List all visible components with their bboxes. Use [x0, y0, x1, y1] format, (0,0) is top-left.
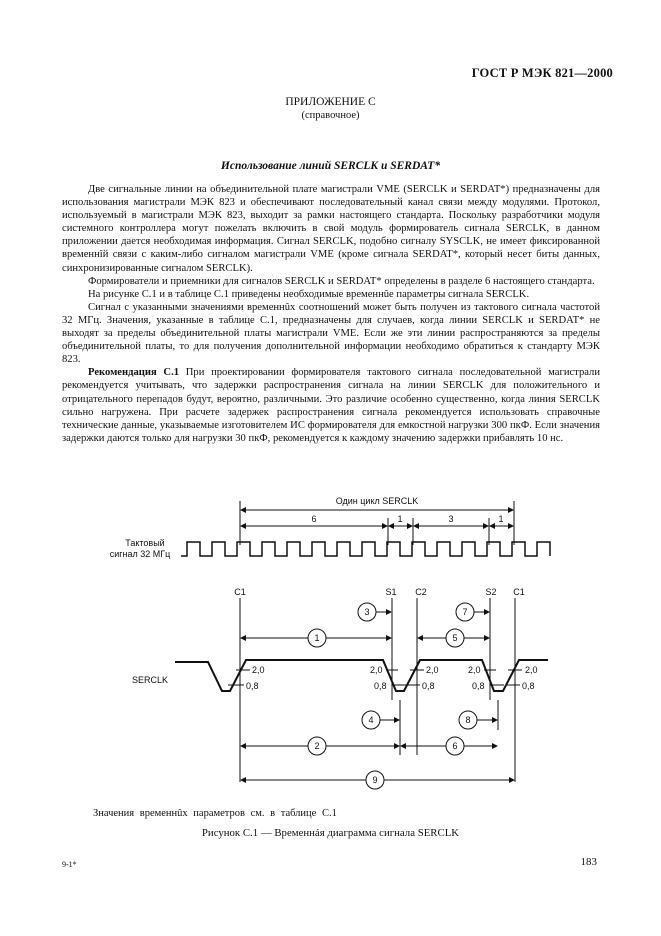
paragraph-1: Две сигнальные линии на объединительной плате магистрали VME (SERCLK и SERDAT*) предназначены для использования магистрали МЭК 823 и обеспечивают последовательный канал связи между модулями. Протокол, используемый в магистрали МЭК 823, выходит за рамки настоящего стандарта. Поскольку разработчики модуля системного контроллера могут пожелать включить в свой модуль формирователь сигнала SERCLK, в данном приложении дается необходимая информация. Сигнал SERCLK, подобно сигналу SYSCLK, не имеет фиксированной временнîй связи с каким-либо сигналом магистрали VME (кроме сигнала SERDAT*, который несет биты данных, синхронизированные сигналом SERCLK).	[62, 184, 600, 274]
circle-label-1: 1	[314, 633, 320, 643]
paragraph-3: На рисунке С.1 и в таблице С.1 приведены необходимые временнûе параметры сигнала SERCLK.	[88, 288, 530, 300]
circle-label-3: 3	[364, 607, 370, 617]
circle-label-7: 7	[462, 607, 468, 617]
segment-label-3: 3	[448, 514, 454, 524]
marker-s2: S2	[485, 587, 497, 597]
segment-label-1b: 1	[498, 514, 504, 524]
serclk-waveform	[175, 660, 548, 691]
recommendation-text: При проектировании формирователя тактового сигнала последовательной магистрали рекомендуется учитывать, что задержки распространения сигнала на линии SERCLK для положительного и отрицательного перепадов будут, вероятно, различными. Это различие особенно существенно, когда линия SERCLK сильно нагружена. При расчете задержек распространения сигнала рекомендуется использовать справочные технические данные, указываемые изготовителем ИС формирователя для емкостной нагрузки 300 пкФ. Если значения задержки даются только для нагрузки 30 пкФ, рекомендуется к каждому значению задержки прибавлять 10 нс.	[62, 367, 600, 444]
appendix-heading	[0, 96, 661, 122]
hi-label-1: 2,0	[252, 665, 265, 675]
figure-caption: Рисунок С.1 — Временнáя диаграмма сигнала SERCLK	[201, 827, 460, 839]
circle-label-2: 2	[314, 741, 320, 751]
circle-label-5: 5	[452, 633, 458, 643]
marker-c1b: C1	[513, 587, 525, 597]
body-text	[62, 183, 600, 445]
circle-label-9: 9	[372, 775, 378, 785]
lo-label-3: 0,8	[422, 681, 435, 691]
hi-label-5: 2,0	[525, 665, 538, 675]
clock-label-1: Тактовый	[125, 538, 165, 548]
serclk-label: SERCLK	[132, 675, 169, 685]
hi-label-4: 2,0	[468, 665, 481, 675]
clock-label-2: сигнал 32 МГц	[109, 549, 171, 559]
page-number: 183	[580, 856, 597, 868]
lo-label-5: 0,8	[522, 681, 535, 691]
circle-label-4: 4	[368, 715, 374, 725]
timing-diagram	[0, 490, 661, 800]
paragraph-2: Формирователи и приемники для сигналов SERCLK и SERDAT* определены в разделе 6 настоящего стандарта.	[88, 275, 595, 287]
appendix-title: ПРИЛОЖЕНИЕ С	[285, 96, 376, 108]
segment-label-6: 6	[311, 514, 317, 524]
standard-header: ГОСТ Р МЭК 821—2000	[471, 66, 613, 80]
marker-s1: S1	[385, 587, 397, 597]
lo-label-2: 0,8	[374, 681, 387, 691]
footer-sheet-mark: 9-1*	[62, 860, 77, 869]
hi-label-2: 2,0	[370, 665, 383, 675]
segment-label-1a: 1	[397, 514, 403, 524]
recommendation-paragraph	[62, 366, 600, 445]
circle-label-6: 6	[452, 741, 458, 751]
appendix-subtitle: (справочное)	[301, 110, 360, 121]
lo-label-4: 0,8	[472, 681, 485, 691]
section-title: Использование линий SERCLK и SERDAT*	[220, 160, 441, 172]
clock-waveform	[181, 542, 550, 556]
marker-c1: C1	[234, 587, 246, 597]
paragraph-4: Сигнал с указанными значениями временнûх соотношений может быть получен из тактового сигнала частотой 32 МГц. Значения, указанные в таблице С.1, предназначены для случаев, когда линии SERCLK и SERDAT* не выходят за пределы объединительной платы магистрали VME. Если же эти линии распространяются за пределы объединительной платы, то для получения дополнительной информации необходимо обратиться к стандарту МЭК 823.	[62, 301, 600, 366]
lo-label-1: 0,8	[246, 681, 259, 691]
circle-label-8: 8	[465, 715, 471, 725]
recommendation-label: Рекомендация С.1	[88, 367, 180, 379]
cycle-label: Один цикл SERCLK	[335, 496, 419, 506]
hi-label-3: 2,0	[426, 665, 439, 675]
caption-note: Значения временнûх параметров см. в таблице С.1	[93, 808, 337, 819]
marker-c2: C2	[415, 587, 427, 597]
